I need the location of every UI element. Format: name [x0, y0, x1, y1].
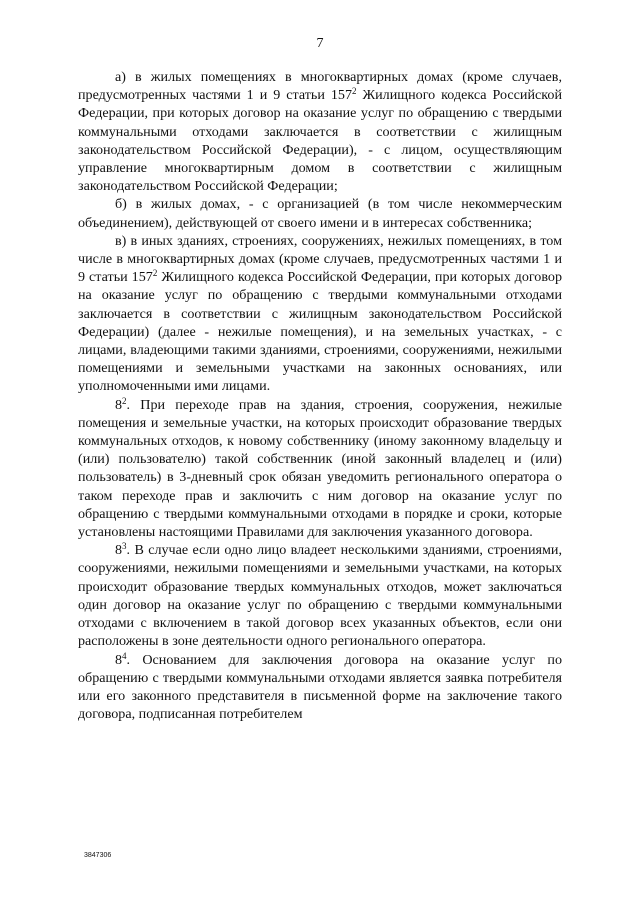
paragraph-a-text: а) в жилых помещениях в многоквартирных домах (кроме случаев, предусмотренных частями 1 и 9 статьи 157 — [78, 69, 562, 104]
paragraph-number: 8 — [115, 542, 123, 559]
paragraph-b: б) в жилых домах, - с организацией (в том числе некоммерческим объединением), действующей от своего имени и в интересах собственника; — [78, 196, 562, 231]
paragraph-number-superscript: 2 — [122, 395, 127, 406]
paragraph-a-text-rest: Жилищного кодекса Российской Федерации, при которых договор на оказание услуг по обращению с твердыми коммунальными отходами заключается в соответствии с жилищным законодательством Российской Федерации), - с лицом, осуществляющим управление многоквартирным домом в соответствии с жилищным законодательством Российской Федерации; — [78, 87, 562, 195]
paragraph-number: 8 — [115, 396, 123, 413]
paragraph-c — [78, 232, 562, 396]
paragraph-c-text: в) в иных зданиях, строениях, сооружениях, нежилых помещениях, в том числе в многоквартирных домах (кроме случаев, предусмотренных частями 1 и 9 статьи 157 — [78, 232, 562, 286]
document-code: 3847306 — [84, 852, 112, 859]
paragraph-8-3 — [78, 541, 562, 650]
paragraph-8-3-text: . В случае если одно лицо владеет несколькими зданиями, строениями, сооружениями, нежилыми помещениями и земельными участками, на которых происходит образование твердых коммунальных отходов, может заключаться один договор на оказание услуг по обращению с твердыми коммунальными отходами с включением в такой договор всех указанных объектов, если они расположены в зоне деятельности одного регионального оператора. — [78, 542, 562, 650]
page-number: 7 — [316, 36, 324, 51]
paragraph-8-2 — [78, 396, 562, 542]
paragraph-8-2-text: . При переходе прав на здания, строения, сооружения, нежилые помещения и земельные участки, на которых происходит образование твердых коммунальных отходов, к новому собственнику (иному законному владельцу и (или) пользователю) такой собственник (иной законный владелец и (или) пользователь) в 3-дневный срок обязан уведомить регионального оператора о таком переходе прав и заключить с ним договор на оказание услуг по обращению с твердыми коммунальными отходами в порядке и сроки, которые установлены настоящими Правилами для заключения указанного договора. — [78, 396, 562, 541]
paragraph-c-text-rest: Жилищного кодекса Российской Федерации, при которых договор на оказание услуг по обращению с твердыми коммунальными отходами заключается в соответствии с жилищным законодательством Российской Федерации) (далее - нежилые помещения), и на земельных участках, - с лицами, владеющими такими зданиями, строениями, сооружениями, нежилыми помещениями и земельными участками на законных основаниях, или уполномоченными ими лицами. — [78, 269, 562, 395]
paragraph-number-superscript: 3 — [122, 541, 127, 552]
paragraph-8-4 — [78, 651, 562, 724]
paragraph-a — [78, 68, 562, 195]
article-superscript: 2 — [152, 268, 158, 279]
paragraph-number-superscript: 4 — [122, 650, 127, 661]
article-superscript: 2 — [352, 86, 357, 97]
document-body — [78, 68, 562, 723]
paragraph-8-4-text: . Основанием для заключения договора на оказание услуг по обращению с твердыми коммунальными отходами является заявка потребителя или его законного представителя в письменной форме на заключение такого договора, подписанная потребителем — [78, 651, 562, 723]
paragraph-number: 8 — [115, 651, 123, 668]
